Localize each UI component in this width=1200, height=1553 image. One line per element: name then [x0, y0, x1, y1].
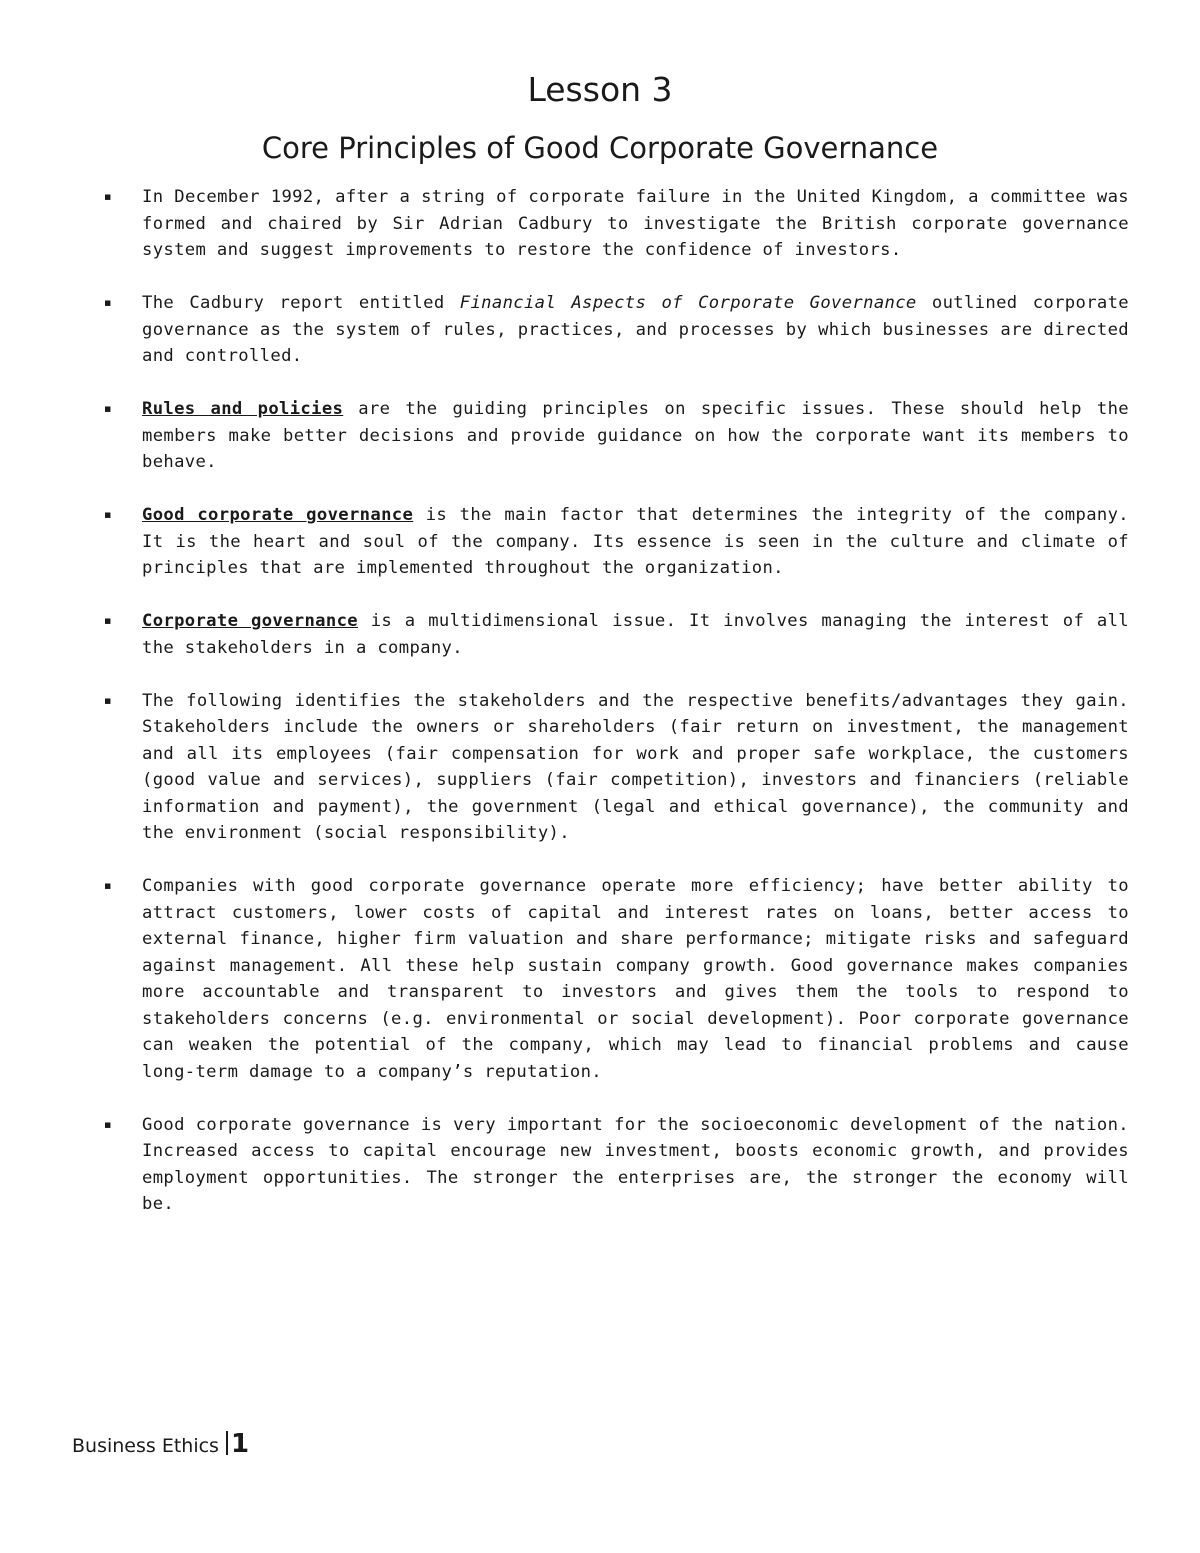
bullet-icon: ▪ [104, 296, 112, 309]
paragraph [142, 873, 1129, 1085]
page-number: 1 [230, 1429, 250, 1459]
list-item [0, 502, 1200, 582]
footer-label: Business Ethics [72, 1435, 219, 1457]
paragraph-text: In December 1992, after a string of corporate failure in the United Kingdom, a committee was formed and chaired by Sir Adrian Cadbury to investigate the British corporate governance system and suggest improvements to restore the confidence of investors. [142, 187, 1129, 260]
bullet-icon: ▪ [104, 879, 112, 892]
bullet-icon: ▪ [104, 190, 112, 203]
bullet-icon: ▪ [104, 508, 112, 521]
paragraph-text: The following identifies the stakeholders and the respective benefits/advantages they gain. Stakeholders include the owners or shareholders (fair return on investment, the management and all its employees (fair compensation for work and proper safe workplace, the customers (good value and services), suppliers (fair competition), investors and financiers (reliable information and payment), the government (legal and ethical governance), the community and the environment (social responsibility). [142, 690, 1129, 843]
page-title: Core Principles of Good Corporate Governance [261, 131, 939, 165]
key-term: Good corporate governance [142, 505, 414, 525]
footer-divider [226, 1431, 228, 1455]
list-item [0, 290, 1200, 370]
paragraph-text: is the main factor that determines the integrity of the company. It is the heart and soul of the company. Its essence is seen in the culture and climate of principles that are implemented throughout the organization. [142, 505, 1129, 578]
paragraph [142, 290, 1129, 370]
paragraph-text: Companies with good corporate governance operate more efficiency; have better ability to attract customers, lower costs of capital and interest rates on loans, better access to external finance, higher firm valuation and share performance; mitigate risks and safeguard against management. All these help sustain company growth. Good governance makes companies more accountable and transparent to investors and gives them the tools to respond to stakeholders concerns (e.g. environmental or social development). Poor corporate governance can weaken the potential of the company, which may lead to financial problems and cause long-term damage to a company’s reputation. [142, 876, 1129, 1082]
bullet-list [0, 184, 1200, 1244]
key-term: Rules and policies [142, 399, 344, 419]
bullet-icon: ▪ [104, 614, 112, 627]
report-title: Financial Aspects of Corporate Governance [459, 293, 917, 313]
paragraph [142, 608, 1129, 661]
list-item [0, 688, 1200, 847]
paragraph-lead: The Cadbury report entitled [142, 293, 460, 313]
list-item [0, 873, 1200, 1085]
list-item [0, 184, 1200, 264]
list-item [0, 608, 1200, 661]
paragraph [142, 184, 1129, 264]
paragraph-text: is a multidimensional issue. It involves managing the interest of all the stakeholders in a company. [142, 611, 1129, 658]
paragraph [142, 396, 1129, 476]
paragraph-text: are the guiding principles on specific issues. These should help the members make better decisions and provide guidance on how the corporate want its members to behave. [142, 399, 1129, 472]
key-term: Corporate governance [142, 611, 358, 631]
bullet-icon: ▪ [104, 1117, 112, 1131]
paragraph [142, 688, 1129, 847]
paragraph [142, 1112, 1129, 1218]
list-item [0, 1112, 1200, 1218]
bullet-icon: ▪ [104, 693, 112, 707]
paragraph [142, 502, 1129, 582]
paragraph-text: outlined corporate governance as the system of rules, practices, and processes by which businesses are directed and controlled. [142, 293, 1129, 366]
bullet-icon: ▪ [104, 402, 112, 415]
paragraph-text: Good corporate governance is very important for the socioeconomic development of the nation. Increased access to capital encourage new investment, boosts economic growth, and provides employment opportunities. The stronger the enterprises are, the stronger the economy will be. [142, 1114, 1129, 1214]
lesson-heading: Lesson 3 [527, 70, 673, 109]
page-footer [72, 1428, 249, 1460]
list-item [0, 396, 1200, 476]
